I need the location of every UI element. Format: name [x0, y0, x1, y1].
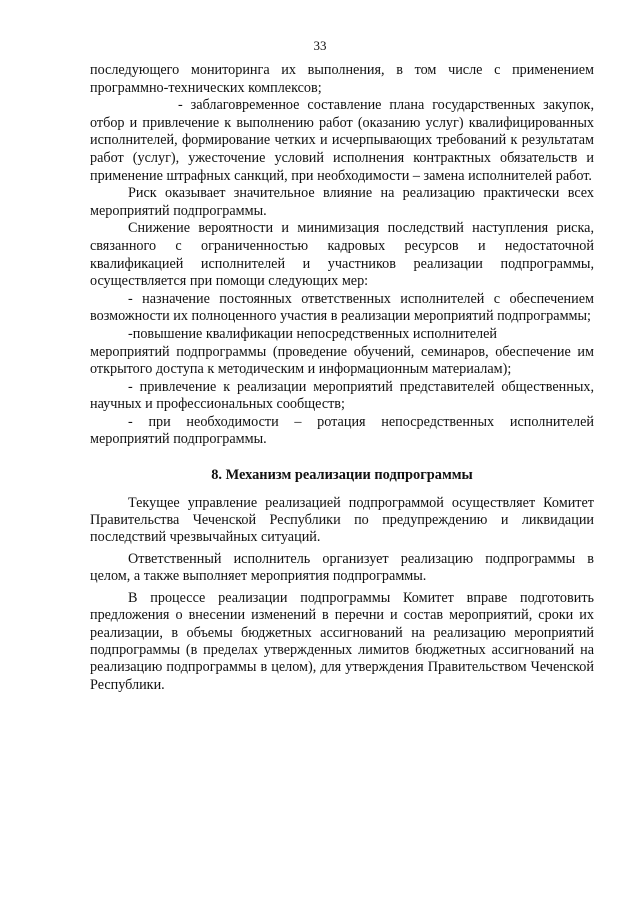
document-body [90, 62, 594, 698]
paragraph: - заблаговременное составление плана государственных закупок, отбор и привлечение к выполнению работ (оказанию услуг) квалифицированных исполнителей, формирование четких и исчерпывающих требований к результатам работ (услуг), ужесточение условий исполнения контрактных обязательств и применение штрафных санкций, при необходимости – замена исполнителей работ. [90, 97, 594, 184]
paragraph: - при необходимости – ротация непосредственных исполнителей мероприятий подпрограммы. [90, 413, 594, 448]
paragraph: последующего мониторинга их выполнения, в том числе с применением программно-технических комплексов; [90, 62, 594, 96]
section-8-body [90, 495, 594, 694]
paragraph: мероприятий подпрограммы (проведение обучений, семинаров, обеспечение им открытого доступа к методическим и информационным материалам); [90, 343, 594, 378]
paragraph: Ответственный исполнитель организует реализацию подпрограммы в целом, а также выполняет мероприятия подпрограммы. [90, 550, 594, 585]
section-heading: 8. Механизм реализации подпрограммы [211, 467, 473, 484]
paragraph: Текущее управление реализацией подпрограммой осуществляет Комитет Правительства Чеченской Республики по предупреждению и ликвидации последствий чрезвычайных ситуаций. [90, 494, 594, 546]
paragraph: - назначение постоянных ответственных исполнителей с обеспечением возможности их полноценного участия в реализации мероприятий подпрограммы; [90, 290, 594, 325]
paragraph: Риск оказывает значительное влияние на реализацию практически всех мероприятий подпрограммы. [90, 185, 594, 219]
paragraph: -повышение квалификации непосредственных исполнителей [128, 325, 498, 342]
paragraph: Снижение вероятности и минимизация последствий наступления риска, связанного с ограниченностью кадровых ресурсов и недостаточной квалификацией исполнителей и участников реализации подпрограммы, осуществляется при помощи следующих мер: [90, 220, 594, 290]
page-number: 33 [313, 38, 327, 53]
paragraph: В процессе реализации подпрограммы Комитет вправе подготовить предложения о внесении изменений в перечни и состав мероприятий, сроки их реализации, в объемы бюджетных ассигнований на реализацию мероприятий подпрограммы (в пределах утвержденных лимитов бюджетных ассигнований на реализацию подпрограммы в целом), для утверждения Правительством Чеченской Республики. [90, 589, 594, 693]
paragraph: - привлечение к реализации мероприятий представителей общественных, научных и профессиональных сообществ; [90, 378, 594, 413]
